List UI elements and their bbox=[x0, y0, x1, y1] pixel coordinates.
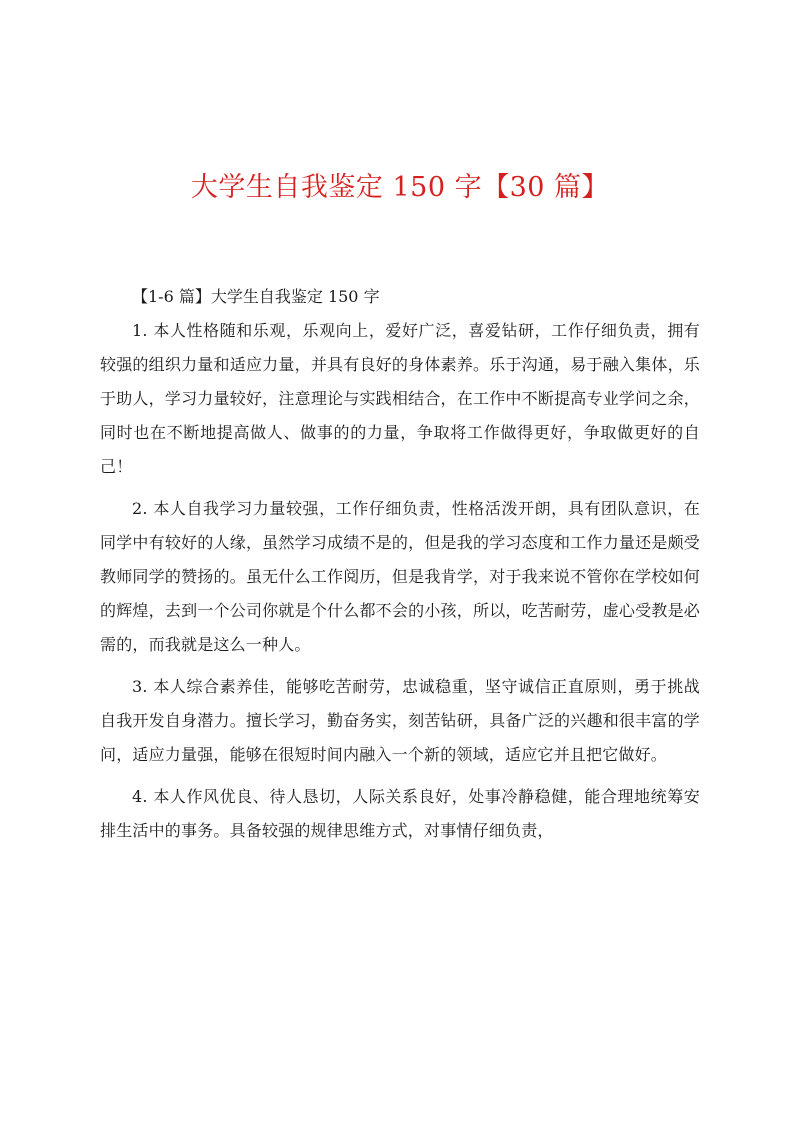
paragraph-2: 2. 本人自我学习力量较强，工作仔细负责，性格活泼开朗，具有团队意识，在同学中有较好的人缘，虽然学习成绩不是的，但是我的学习态度和工作力量还是颇受教师同学的赞扬的。虽无什么工作阅历，但是我肯学，对于我来说不管你在学校如何的辉煌，去到一个公司你就是个什么都不会的小孩，所以，吃苦耐劳，虚心受教是必需的，而我就是这么一种人。 bbox=[100, 499, 700, 654]
document-title: 大学生自我鉴定 150 字【30 篇】 bbox=[190, 172, 610, 203]
section-heading: 【1-6 篇】大学生自我鉴定 150 字 bbox=[132, 287, 380, 306]
paragraph-4: 4. 本人作风优良、待人恳切，人际关系良好，处事冷静稳健，能合理地统筹安排生活中的事务。具备较强的规律思维方式，对事情仔细负责， bbox=[100, 787, 700, 840]
paragraph-3: 3. 本人综合素养佳，能够吃苦耐劳，忠诚稳重，坚守诚信正直原则，勇于挑战自我开发自身潜力。擅长学习，勤奋务实，刻苦钻研，具备广泛的兴趣和很丰富的学问，适应力量强，能够在很短时间内融入一个新的领域，适应它并且把它做好。 bbox=[100, 677, 700, 764]
paragraph-1: 1. 本人性格随和乐观，乐观向上，爱好广泛，喜爱钻研，工作仔细负责，拥有较强的组织力量和适应力量，并具有良好的身体素养。乐于沟通，易于融入集体，乐于助人，学习力量较好，注意理论与实践相结合，在工作中不断提高专业学问之余，同时也在不断地提高做人、做事的的力量，争取将工作做得更好，争取做更好的自己！ bbox=[100, 321, 700, 476]
